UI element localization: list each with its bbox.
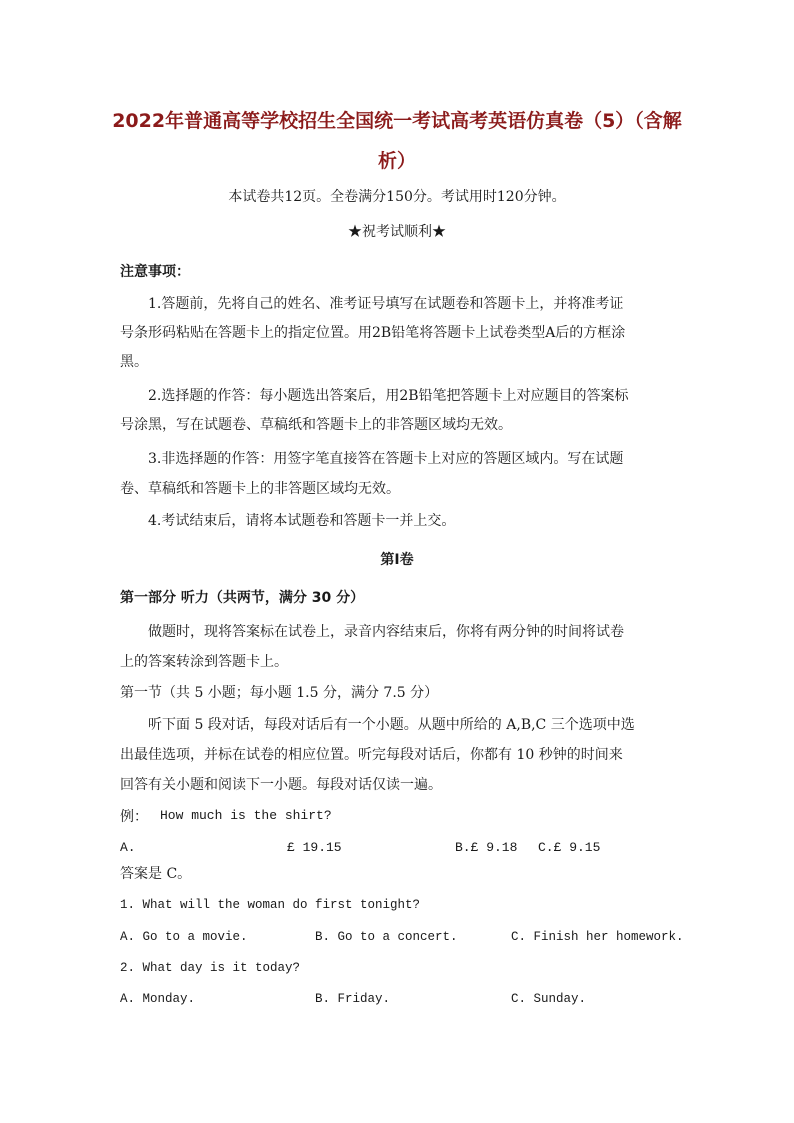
note-item-2-line2: 号涂黑，写在试题卷、草稿纸和答题卡上的非答题区域均无效。 [120, 417, 512, 433]
note-item-3-line1: 3.非选择题的作答：用签字笔直接答在答题卡上对应的答题区域内。写在试题 [148, 451, 624, 467]
example-question: How much is the shirt? [160, 808, 332, 823]
section1-intro-line1: 听下面 5 段对话，每段对话后有一个小题。从题中所给的 A,B,C 三个选项中选 [148, 717, 635, 733]
example-option-c: C.£ 9.15 [538, 840, 601, 855]
question-1-option-a: A. Go to a movie. [120, 930, 248, 944]
section1-heading: 第一节（共 5 小题；每小题 1.5 分，满分 7.5 分） [120, 685, 439, 701]
question-1-option-c: C. Finish her homework. [511, 930, 684, 944]
question-2-option-b: B. Friday. [315, 992, 391, 1006]
exam-wish: ★祝考试顺利★ [348, 224, 446, 240]
part1-intro-line1: 做题时，现将答案标在试卷上，录音内容结束后，你将有两分钟的时间将试卷 [148, 624, 624, 640]
section1-intro-line2: 出最佳选项，并标在试卷的相应位置。听完每段对话后，你都有 10 秒钟的时间来 [120, 747, 623, 763]
question-1-option-b: B. Go to a concert. [315, 930, 458, 944]
notes-heading: 注意事项： [120, 264, 190, 280]
example-option-b: B.£ 9.18 [455, 840, 518, 855]
section1-intro-line3: 回答有关小题和阅读下一小题。每段对话仅读一遍。 [120, 777, 442, 793]
exam-info: 本试卷共12页。全卷满分150分。考试用时120分钟。 [228, 189, 566, 205]
note-item-4: 4.考试结束后，请将本试题卷和答题卡一并上交。 [148, 513, 456, 529]
volume-heading: 第Ⅰ卷 [380, 552, 414, 568]
example-answer: 答案是 C。 [120, 866, 192, 882]
question-2-option-c: C. Sunday. [511, 992, 587, 1006]
part1-intro-line2: 上的答案转涂到答题卡上。 [120, 654, 288, 670]
question-2-text: 2. What day is it today? [120, 961, 301, 975]
note-item-1-line1: 1.答题前，先将自己的姓名、准考证号填写在试题卷和答题卡上，并将准考证 [148, 296, 624, 312]
question-2-option-a: A. Monday. [120, 992, 196, 1006]
page-title-line1: 2022年普通高等学校招生全国统一考试高考英语仿真卷（5）（含解 [112, 110, 682, 132]
question-1-text: 1. What will the woman do first tonight? [120, 898, 421, 912]
example-label: 例： [120, 809, 148, 825]
part1-heading: 第一部分 听力（共两节，满分 30 分） [120, 590, 365, 606]
note-item-1-line3: 黑。 [120, 354, 148, 370]
note-item-3-line2: 卷、草稿纸和答题卡上的非答题区域均无效。 [120, 481, 400, 497]
note-item-1-line2: 号条形码粘贴在答题卡上的指定位置。用2B铅笔将答题卡上试卷类型A后的方框涂 [120, 325, 626, 341]
page-title-line2: 析） [377, 150, 416, 172]
note-item-2-line1: 2.选择题的作答：每小题选出答案后，用2B铅笔把答题卡上对应题目的答案标 [148, 388, 629, 404]
example-option-a-label: A. [120, 840, 136, 855]
example-option-a-value: £ 19.15 [287, 840, 342, 855]
